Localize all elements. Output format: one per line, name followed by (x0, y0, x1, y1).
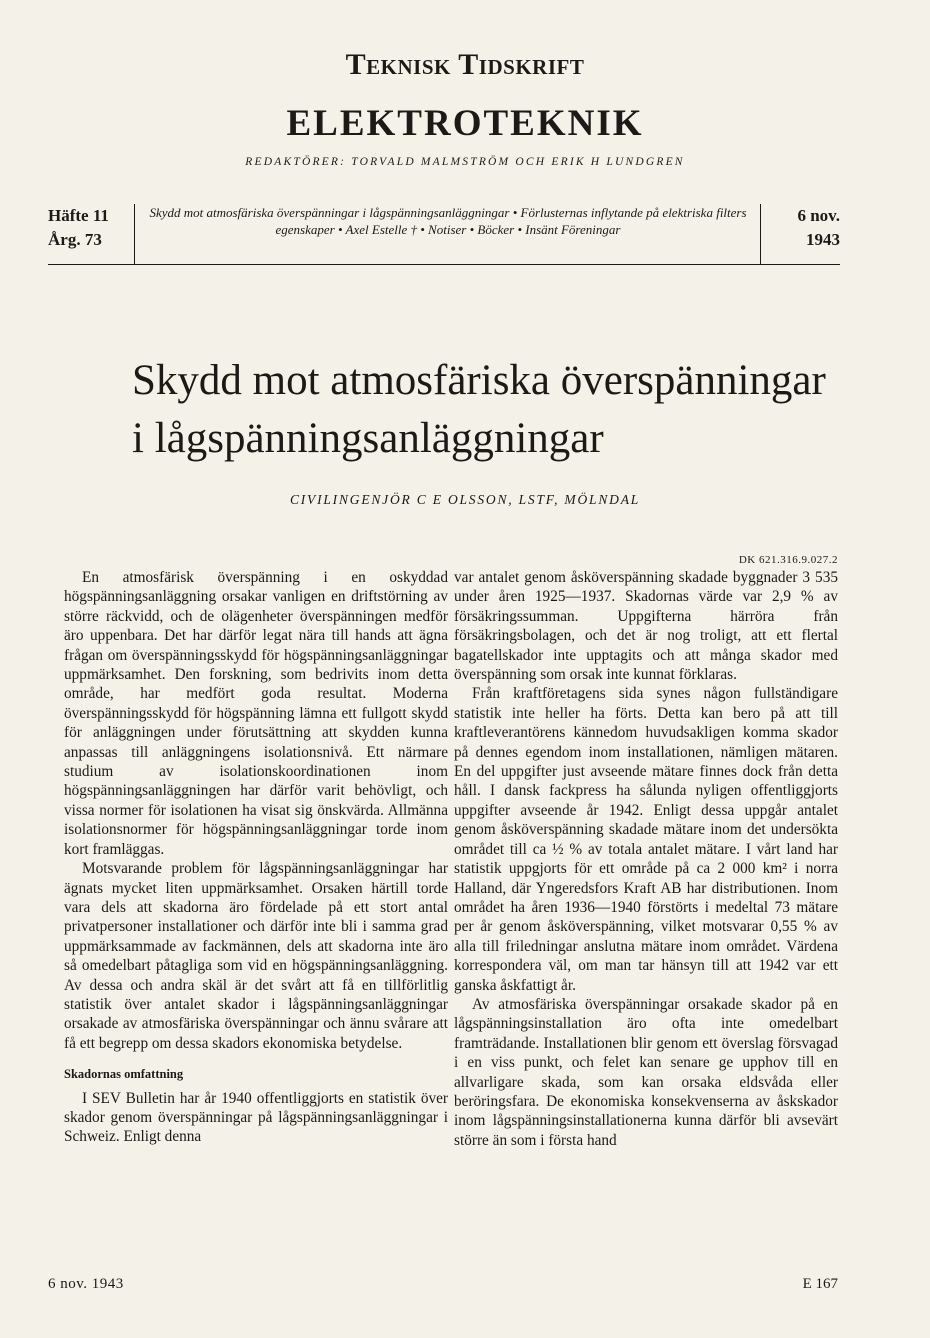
page-number: E 167 (802, 1276, 838, 1292)
paragraph: En atmosfärisk överspänning i en oskyddad högspänningsanläggning orsakar vanligen en driftstörning av större räckvidd, och de olägenheter överspänningen medför äro uppenbara. Det har därför legat nära till hands att ägna frågan om överspänningsskydd för högspänningsanläggningar uppmärksamhet. Den forskning, som bedrivits inom detta område, har medfört goda resultat. Moderna överspänningsskydd för högspänning lämna ett fullgott skydd för anläggningen under förutsättning att skydden kunna anpassas till anläggningens isolationsnivå. Ett närmare studium av isolationskoordinationen inom högspänningsanläggningen har därför varit behövligt, och vissa normer för isolationen ha visat sig önskvärda. Allmänna isolationsnormer för högspänningsanläggningar torde inom kort framläggas. (64, 569, 448, 858)
paragraph: Av atmosfäriska överspänningar orsakade skador på en lågspänningsinstallation äro ofta inte omedelbart framträdande. Installationen blir genom ett överslag försvagad i en viss punkt, och felet kan senare ge upphov till en allvarligare skada, som kan orsaka eldsvåda eller beröringsfara. De ekonomiska konsekvenserna av åskskador inom lågspänningsinstallationerna kunna därför bli avsevärt större än som i första hand (454, 995, 838, 1149)
paragraph: I SEV Bulletin har år 1940 offentliggjorts en statistik över skador genom överspänningar på lågspänningsanläggningar i Schweiz. Enligt denna (64, 1089, 448, 1146)
issue-date-block (764, 204, 840, 252)
header-rule (48, 264, 840, 265)
section-title: ELEKTROTEKNIK (286, 103, 644, 144)
paragraph: Motsvarande problem för lågspänningsanläggningar har ägnats mycket liten uppmärksamhet. Orsaken härtill torde vara dels att skadorna äro fördelade på ett stort antal privatpersoner installationer och därför inte bli i samma grad uppmärksammade av fackmännen, dels att skadorna inte äro så omedelbart påtagliga som vid en högspänningsanläggning. Av dessa och andra skäl är det svårt att få en tillförlitlig statistik över antalet skador i lågspänningsanläggningar orsakade av atmosfäriska överspänningar och ännu svårare att få ett begrepp om dessa skadors ekonomiska betydelse. (64, 860, 448, 1052)
text-column-left (64, 568, 448, 1147)
issue-header (48, 200, 840, 262)
section-heading: Skadornas omfattning (64, 1067, 184, 1082)
article-title-line-1: Skydd mot atmosfäriska överspänningar (132, 357, 826, 404)
journal-title: Teknisk Tidskrift (345, 48, 585, 81)
issue-year: 1943 (806, 230, 840, 249)
divider (760, 204, 761, 264)
paragraph: Från kraftföretagens sida synes någon fullständigare statistik inte heller ha förts. Detta kan bero på att till kraftleverantörens kännedom huvudsakligen komma skador på dennes egendom inom installationen, nämligen mätaren. En del uppgifter just avseende mätare finnes dock från detta håll. I dansk fackpress ha sålunda nyligen offentliggjorts uppgifter avseende år 1942. Enligt dessa uppgår antalet genom åsköverspänning skadade mätare inom det undersökta området till ca ½ % av totala antalet mätare. I vårt land har statistik uppgjorts för ett område på ca 2 000 km² i norra Halland, där Yngeredsfors Kraft AB har distributionen. Inom området ha åren 1936—1940 förstörts i medeltal 73 mätare per år genom åsköverspänning, vilket motsvarar 0,55 % av alla till friledningar anslutna mätare inom området. Värdena korrespondera väl, om man tar hänsyn till att 1942 var ett ganska åskfattigt år. (454, 685, 838, 994)
article-title-line-2: i lågspänningsanläggningar (132, 415, 604, 462)
article-author: CIVILINGENJÖR C E OLSSON, LSTF, MÖLNDAL (289, 492, 641, 507)
issue-date: 6 nov. (797, 206, 840, 225)
issue-number: Häfte 11 (48, 206, 109, 225)
footer-date: 6 nov. 1943 (48, 1276, 124, 1292)
divider (134, 204, 135, 264)
paragraph: var antalet genom åsköverspänning skadade byggnader 3 535 under åren 1925—1937. Skadornas värde var 2,9 % av försäkringssumman. Uppgifterna härröra från försäkringsbolagen, och det är nog troligt, att ett flertal bagatellskador inte upptagits och att många skador med överspänning som orsak inte kunnat förklaras. (454, 569, 838, 684)
classification-code: DK 621.316.9.027.2 (738, 554, 838, 566)
text-column-right (454, 568, 838, 1150)
issue-number-block (48, 204, 132, 266)
editors-line: REDAKTÖRER: TORVALD MALMSTRÖM OCH ERIK H LUNDGREN (245, 156, 685, 168)
issue-contents: Skydd mot atmosfäriska överspänningar i lågspänningsanläggningar • Förlusternas inflytande på elektriska filters egenskaper • Axel Estelle † • Notiser • Böcker • Insänt Föreningar (149, 205, 747, 237)
issue-volume: Årg. 73 (48, 230, 102, 249)
article-title (132, 352, 852, 468)
